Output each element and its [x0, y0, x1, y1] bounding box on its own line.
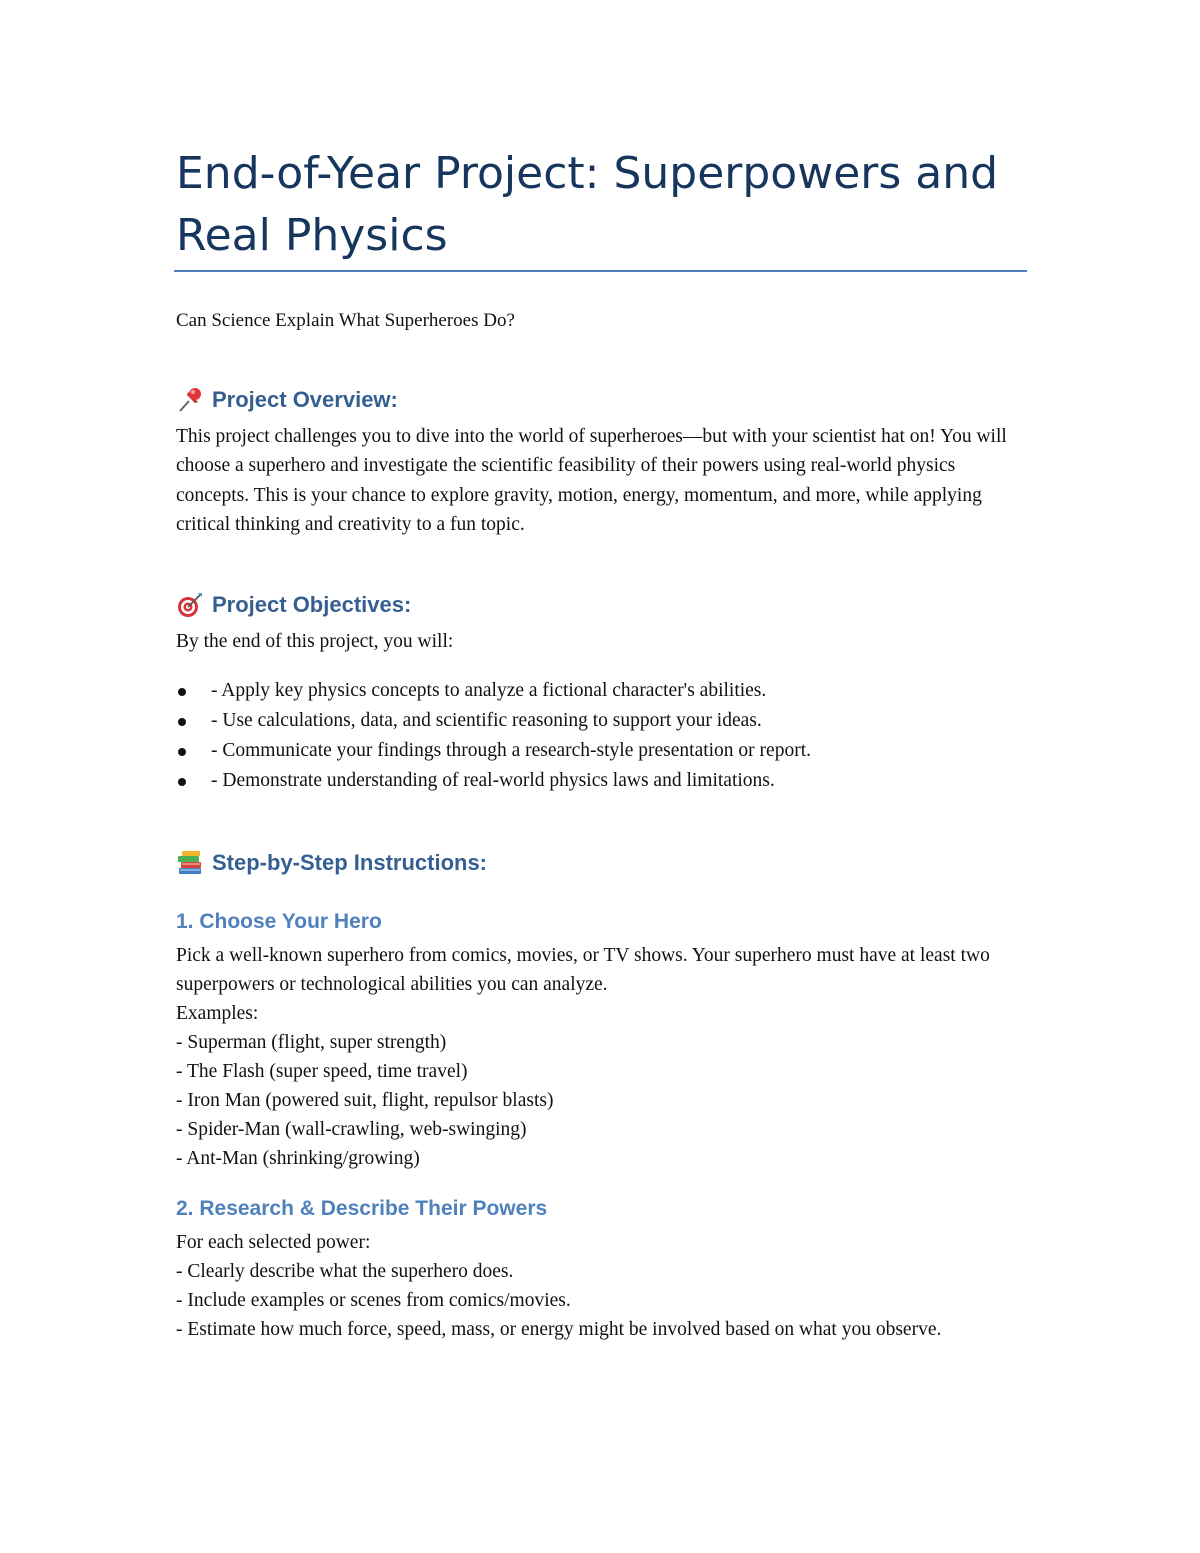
list-item: - Ant-Man (shrinking/growing) [176, 1148, 420, 1169]
list-item: - Spider-Man (wall-crawling, web-swinging) [176, 1119, 527, 1140]
books-icon [176, 849, 204, 877]
list-item: - Iron Man (powered suit, flight, repulsor blasts) [176, 1090, 554, 1111]
list-item: - Clearly describe what the superhero does. [176, 1261, 514, 1282]
overview-heading-row [176, 385, 398, 415]
list-item: - Communicate your findings through a research-style presentation or report. [176, 736, 811, 766]
list-item: For each selected power: [176, 1232, 371, 1253]
step-2-heading: 2. Research & Describe Their Powers [176, 1197, 548, 1220]
pushpin-icon [176, 386, 204, 414]
title-underline-rule [174, 270, 1027, 272]
list-item: - Include examples or scenes from comics/movies. [176, 1290, 571, 1311]
step-1-heading: 1. Choose Your Hero [176, 910, 382, 933]
list-item: - Use calculations, data, and scientific reasoning to support your ideas. [176, 706, 811, 736]
instructions-heading-row [176, 848, 487, 878]
list-item: Examples: [176, 1003, 259, 1024]
list-item: - Superman (flight, super strength) [176, 1032, 447, 1053]
instructions-heading: Step-by-Step Instructions: [212, 850, 488, 875]
step-2-lines [176, 1228, 571, 1315]
objectives-heading-row [176, 590, 411, 620]
document-title: End-of-Year Project: Superpowers and Real Physics [176, 148, 999, 261]
objectives-heading: Project Objectives: [212, 592, 412, 617]
list-item: - Demonstrate understanding of real-world physics laws and limitations. [176, 766, 811, 796]
step-1-paragraph: Pick a well-known superhero from comics, movies, or TV shows. Your superhero must have at least two superpowers or technological abilities you can analyze. [176, 945, 990, 996]
step-2-estimate-text: - Estimate how much force, speed, mass, or energy might be involved based on what you observe. [176, 1319, 942, 1340]
list-item: - The Flash (super speed, time travel) [176, 1061, 468, 1082]
objectives-list [176, 676, 811, 796]
overview-paragraph: This project challenges you to dive into the world of superheroes—but with your scientist hat on! You will choose a superhero and investigate the scientific feasibility of their powers using real-world physics concepts. This is your chance to explore gravity, motion, energy, momentum, and more, while applying critical thinking and creativity to a fun topic. [176, 426, 1007, 536]
objectives-intro: By the end of this project, you will: [176, 631, 454, 652]
list-item: - Apply key physics concepts to analyze a fictional character's abilities. [176, 676, 811, 706]
document-subtitle: Can Science Explain What Superheroes Do? [176, 310, 515, 331]
step-1-examples [176, 999, 553, 1173]
bullseye-icon [176, 591, 204, 619]
overview-heading: Project Overview: [212, 387, 398, 412]
